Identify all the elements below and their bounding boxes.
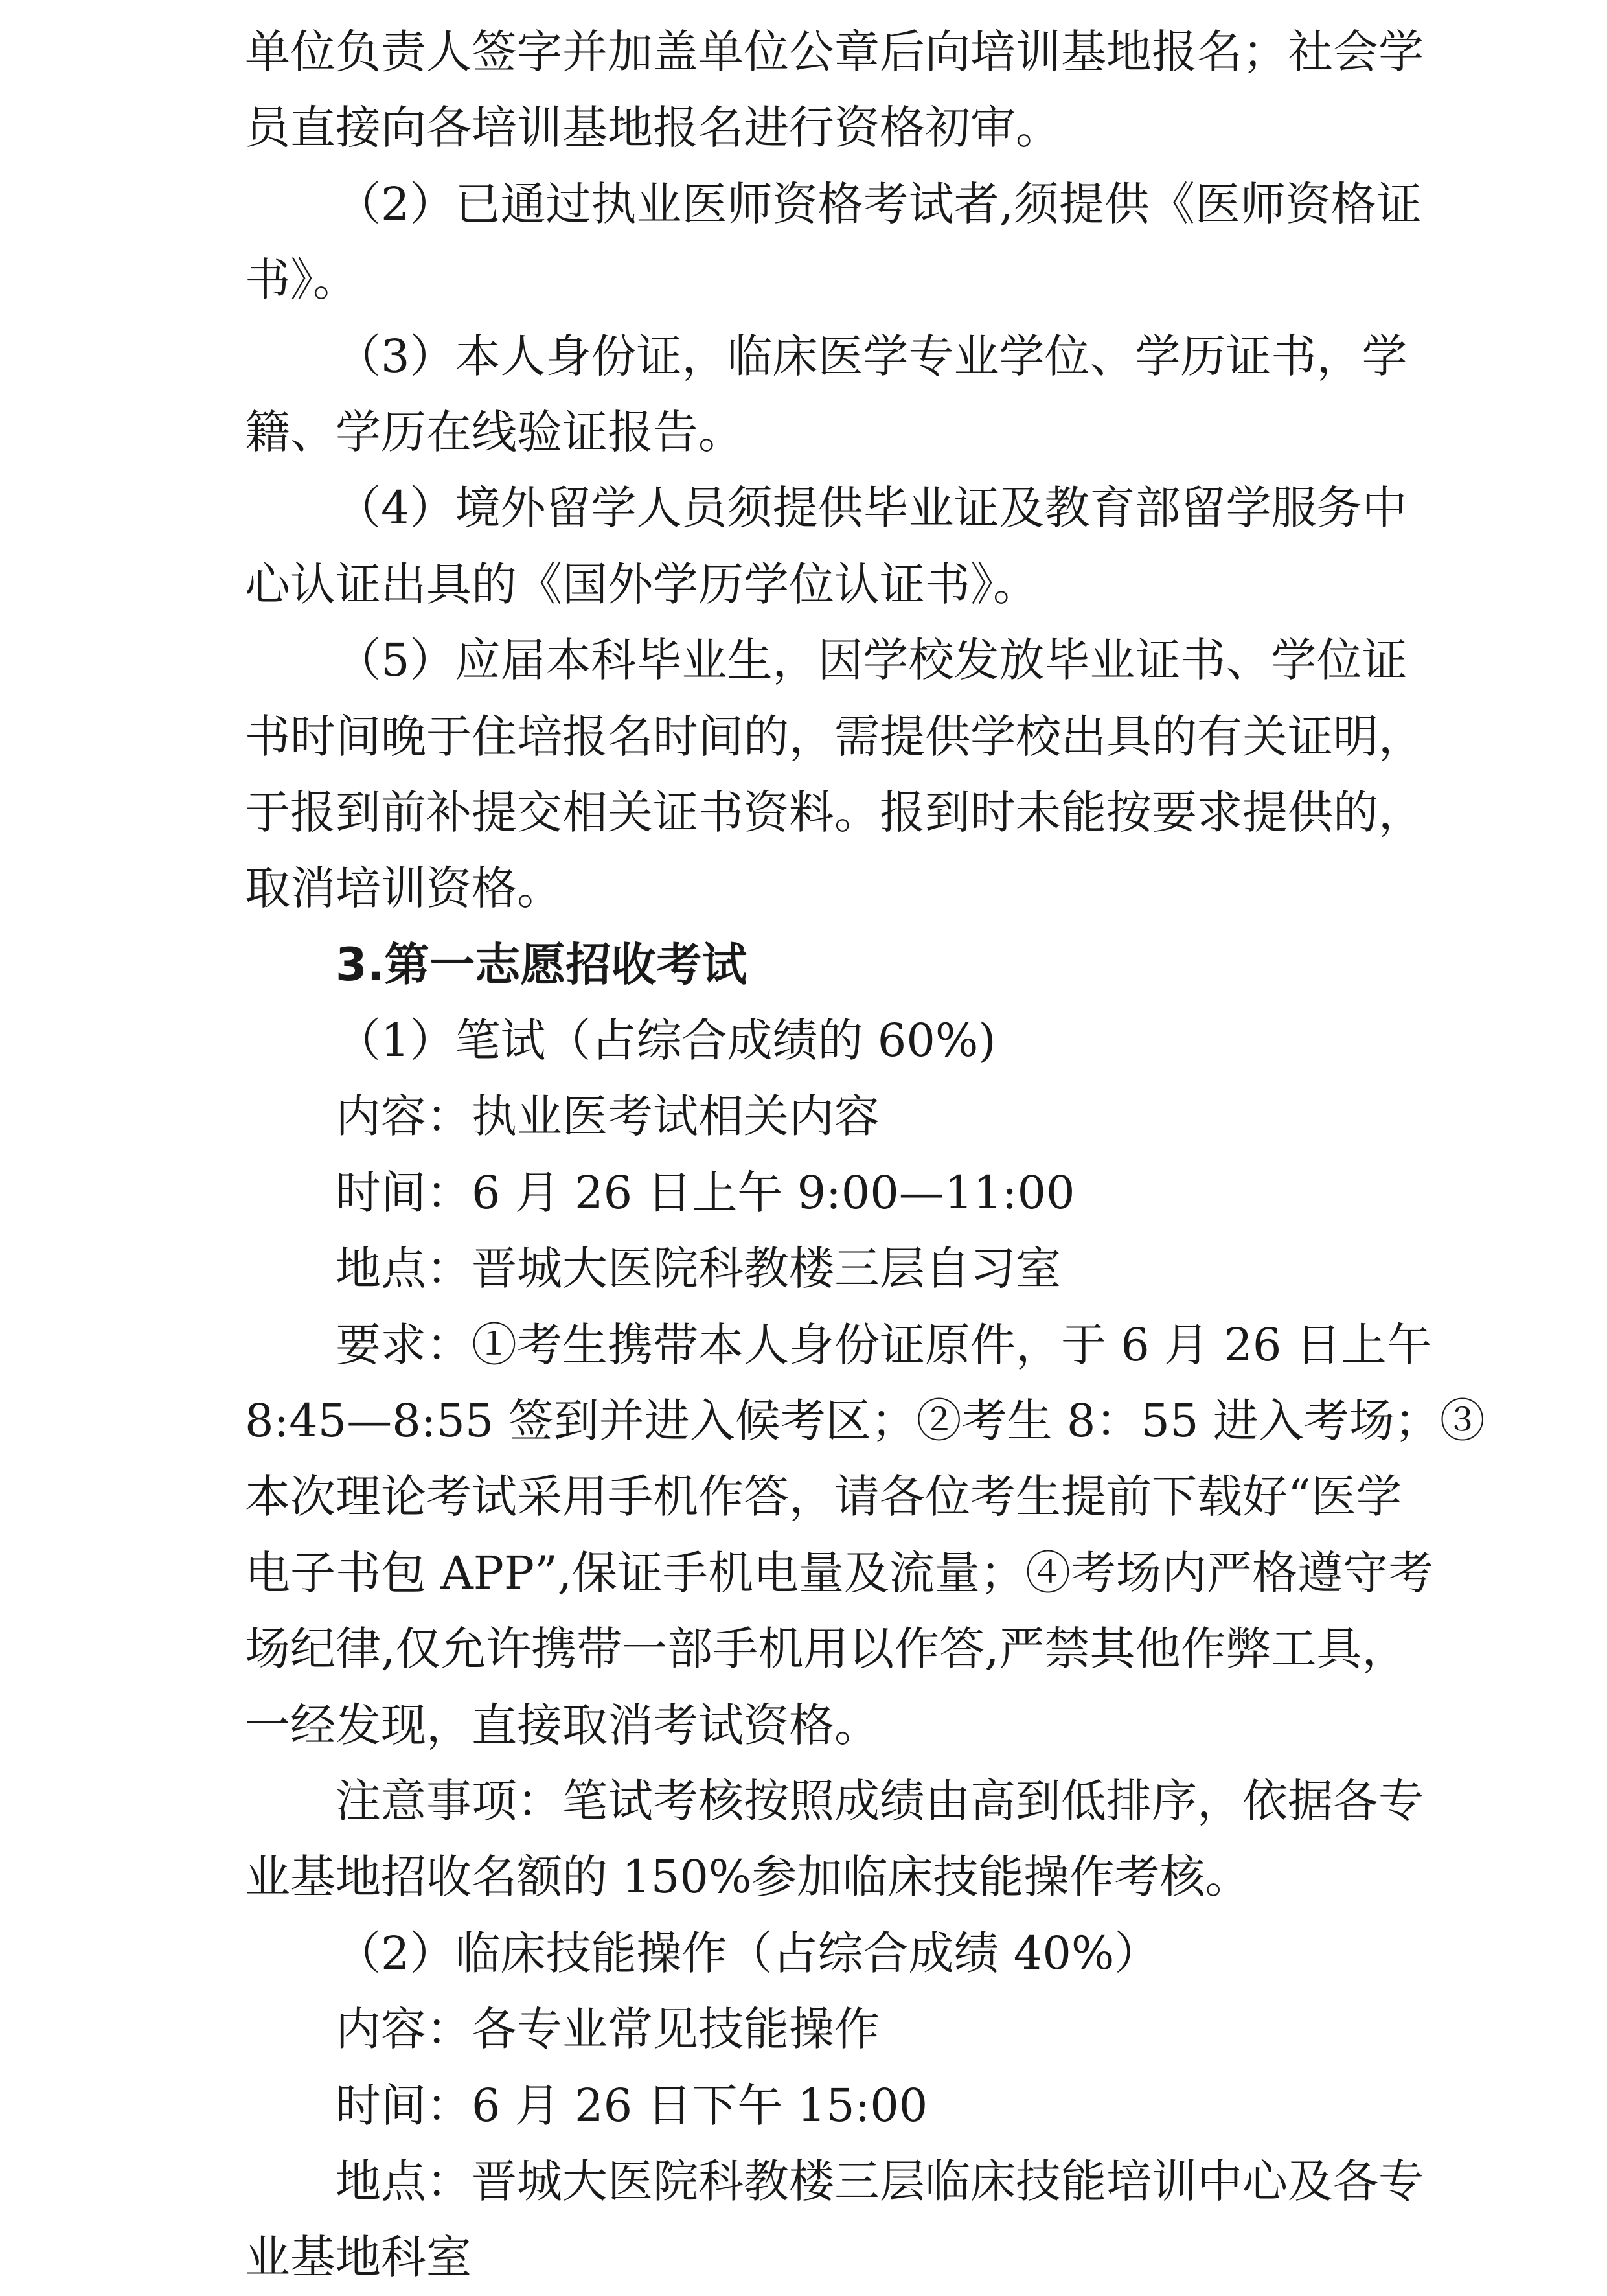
text-line: （5）应届本科毕业生，因学校发放毕业证书、学位证 xyxy=(336,634,1408,687)
text-line: 于报到前补提交相关证书资料。报到时未能按要求提供的， xyxy=(245,785,1424,839)
text-line: 书》。 xyxy=(245,253,358,307)
text-line: 单位负责人签字并加盖单位公章后向培训基地报名；社会学 xyxy=(245,25,1424,78)
text-line: 时间：6 月 26 日上午 9:00—11:00 xyxy=(336,1165,1075,1219)
text-line: 籍、学历在线验证报告。 xyxy=(245,405,744,459)
text-line: 心认证出具的《国外学历学位认证书》。 xyxy=(245,557,1038,611)
text-line: 书时间晚于住培报名时间的，需提供学校出具的有关证明， xyxy=(245,709,1424,763)
text-line: 电子书包 APP”,保证手机电量及流量；④考场内严格遵守考 xyxy=(245,1546,1434,1600)
text-line: （1）笔试（占综合成绩的 60%) xyxy=(336,1014,996,1068)
text-line: 场纪律,仅允许携带一部手机用以作答,严禁其他作弊工具， xyxy=(245,1622,1408,1676)
document-body xyxy=(245,14,1485,2296)
text-line: 时间：6 月 26 日下午 15:00 xyxy=(336,2078,928,2132)
text-line: 业基地招收名额的 150%参加临床技能操作考核。 xyxy=(245,1850,1251,1904)
text-line: 本次理论考试采用手机作答，请各位考生提前下载好“医学 xyxy=(245,1470,1402,1524)
text-line: 一经发现，直接取消考试资格。 xyxy=(245,1698,880,1752)
text-line: 地点：晋城大医院科教楼三层自习室 xyxy=(336,1242,1061,1296)
text-line: （2）临床技能操作（占综合成绩 40%） xyxy=(336,1926,1160,1980)
section-heading: 3.第一志愿招收考试 xyxy=(336,937,747,991)
text-line: 地点：晋城大医院科教楼三层临床技能培训中心及各专 xyxy=(336,2154,1424,2208)
text-line: 内容：执业医考试相关内容 xyxy=(336,1090,880,1143)
text-line: （2）已通过执业医师资格考试者,须提供《医师资格证 xyxy=(336,177,1422,231)
text-line: （3）本人身份证，临床医学专业学位、学历证书，学 xyxy=(336,329,1408,383)
text-line: 内容：各专业常见技能操作 xyxy=(336,2003,880,2056)
text-line: 员直接向各培训基地报名进行资格初审。 xyxy=(245,101,1061,155)
text-line: 业基地科室 xyxy=(245,2231,472,2284)
text-line: （4）境外留学人员须提供毕业证及教育部留学服务中 xyxy=(336,481,1408,535)
text-line: 注意事项：笔试考核按照成绩由高到低排序，依据各专 xyxy=(336,1774,1424,1828)
text-line: 8:45—8:55 签到并进入候考区；②考生 8：55 进入考场；③ xyxy=(245,1394,1485,1448)
text-line: 取消培训资格。 xyxy=(245,862,562,915)
text-line: 要求：①考生携带本人身份证原件，于 6 月 26 日上午 xyxy=(336,1318,1432,1372)
